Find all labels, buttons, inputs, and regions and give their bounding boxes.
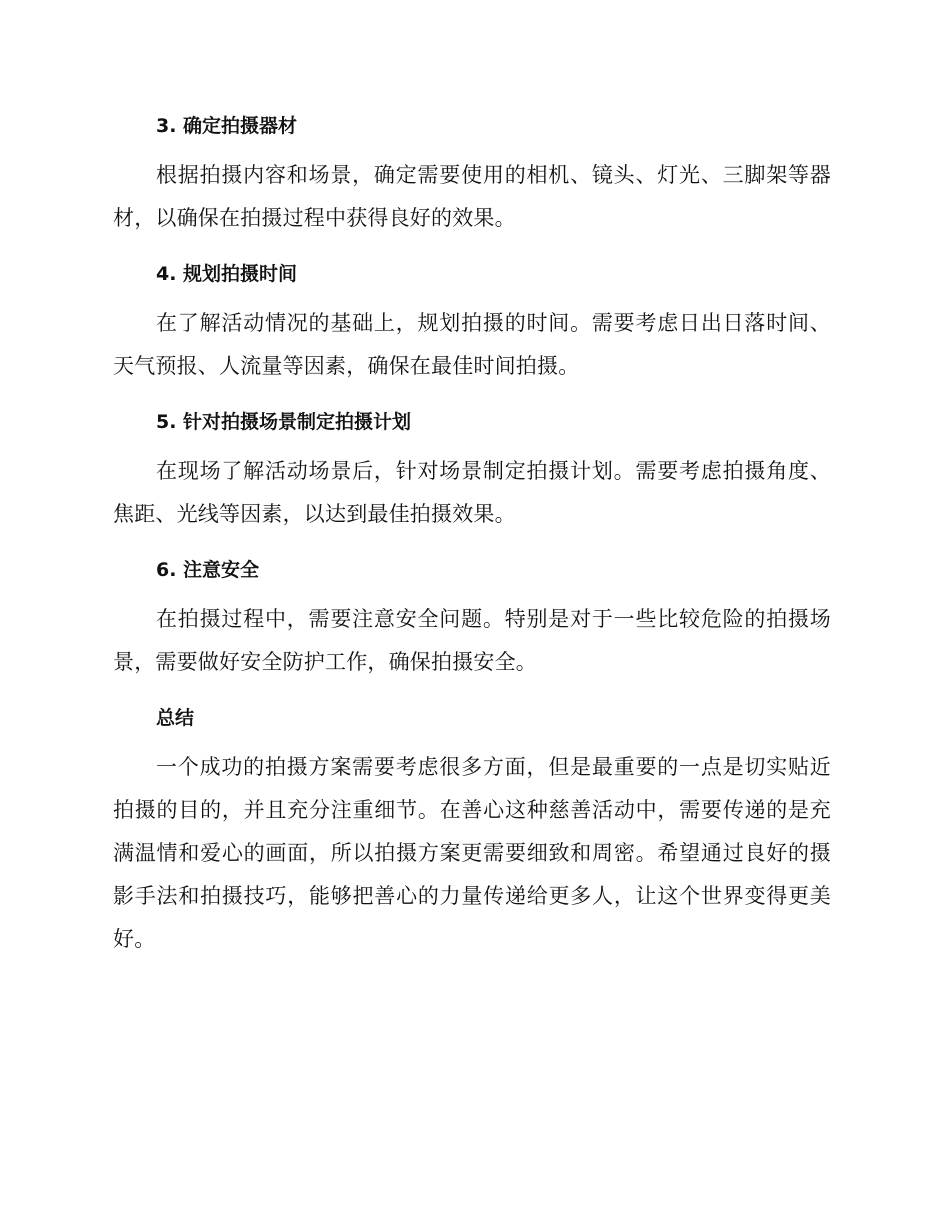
- section-heading-safety: 6. 注意安全: [156, 559, 260, 581]
- section-paragraph-equipment: 根据拍摄内容和场景，确定需要使用的相机、镜头、灯光、三脚架等器材，以确保在拍摄过程中获得良好的效果。: [113, 163, 831, 230]
- document-body: [113, 104, 831, 973]
- section-heading-schedule: 4. 规划拍摄时间: [156, 263, 298, 285]
- section-paragraph-safety: 在拍摄过程中，需要注意安全问题。特别是对于一些比较危险的拍摄场景，需要做好安全防护工作，确保拍摄安全。: [113, 607, 831, 674]
- section-heading-equipment: 3. 确定拍摄器材: [156, 115, 298, 137]
- section-heading-scene-plan: 5. 针对拍摄场景制定拍摄计划: [156, 411, 412, 433]
- section-heading-summary: 总结: [156, 707, 195, 729]
- section-paragraph-schedule: 在了解活动情况的基础上，规划拍摄的时间。需要考虑日出日落时间、天气预报、人流量等因素，确保在最佳时间拍摄。: [113, 311, 831, 378]
- section-paragraph-summary: 一个成功的拍摄方案需要考虑很多方面，但是最重要的一点是切实贴近拍摄的目的，并且充分注重细节。在善心这种慈善活动中，需要传递的是充满温情和爱心的画面，所以拍摄方案更需要细致和周密。希望通过良好的摄影手法和拍摄技巧，能够把善心的力量传递给更多人，让这个世界变得更美好。: [113, 755, 831, 951]
- section-paragraph-scene-plan: 在现场了解活动场景后，针对场景制定拍摄计划。需要考虑拍摄角度、焦距、光线等因素，以达到最佳拍摄效果。: [113, 459, 831, 526]
